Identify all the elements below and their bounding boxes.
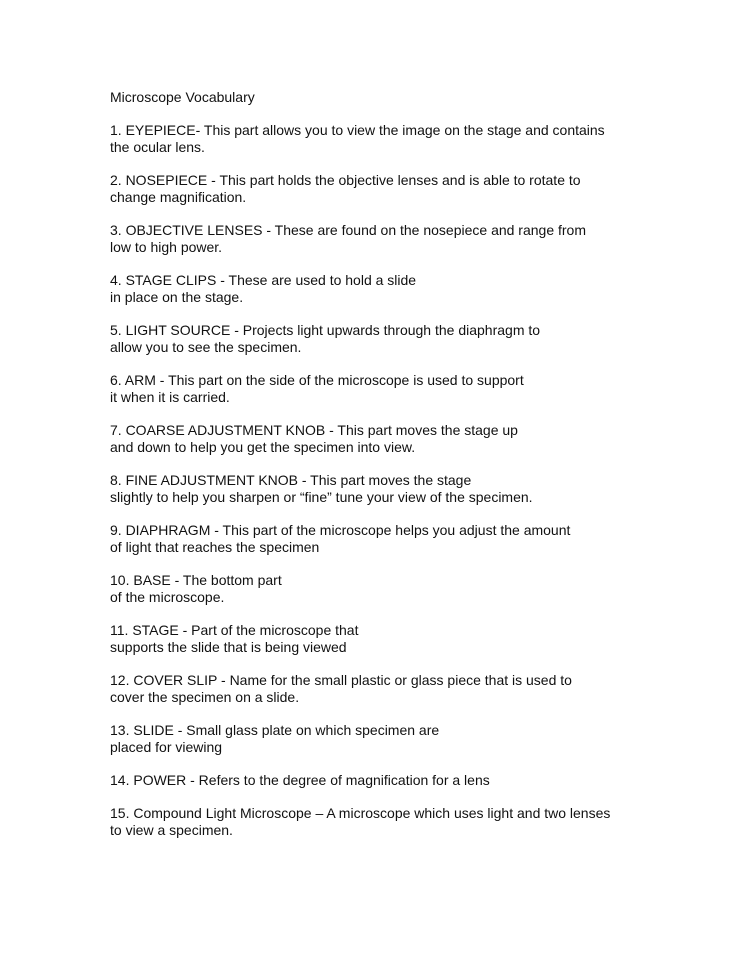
vocabulary-entry-line: placed for viewing <box>110 739 223 755</box>
vocabulary-entry-line: 7. COARSE ADJUSTMENT KNOB - This part moves the stage up <box>110 422 518 438</box>
vocabulary-entry <box>110 322 689 356</box>
vocabulary-entry-line: 8. FINE ADJUSTMENT KNOB - This part moves the stage <box>110 472 472 488</box>
vocabulary-entry-line: 14. POWER - Refers to the degree of magnification for a lens <box>110 772 490 788</box>
vocabulary-entry-line: cover the specimen on a slide. <box>110 689 300 705</box>
vocabulary-entry-line: 13. SLIDE - Small glass plate on which specimen are <box>110 722 440 738</box>
vocabulary-entry <box>110 472 689 506</box>
vocabulary-entry-line: 3. OBJECTIVE LENSES - These are found on the nosepiece and range from <box>110 222 587 238</box>
vocabulary-entry-line: in place on the stage. <box>110 289 244 305</box>
vocabulary-entry <box>110 522 689 556</box>
vocabulary-entry-line: of light that reaches the specimen <box>110 539 320 555</box>
vocabulary-entry-line: change magnification. <box>110 189 247 205</box>
vocabulary-entry <box>110 222 689 256</box>
vocabulary-entry <box>110 722 689 756</box>
vocabulary-entry <box>110 372 689 406</box>
vocabulary-entry <box>110 272 689 306</box>
vocabulary-entry-line: 9. DIAPHRAGM - This part of the microscope helps you adjust the amount <box>110 522 571 538</box>
vocabulary-entry-line: the ocular lens. <box>110 139 205 155</box>
vocabulary-entry-line: 6. ARM - This part on the side of the microscope is used to support <box>110 372 524 388</box>
vocabulary-entry-line: 12. COVER SLIP - Name for the small plastic or glass piece that is used to <box>110 672 572 688</box>
vocabulary-entry <box>110 422 689 456</box>
vocabulary-entry-line: 4. STAGE CLIPS - These are used to hold a slide <box>110 272 417 288</box>
vocabulary-entry-line: to view a specimen. <box>110 822 233 838</box>
vocabulary-entry-line: 5. LIGHT SOURCE - Projects light upwards through the diaphragm to <box>110 322 541 338</box>
vocabulary-entry-line: it when it is carried. <box>110 389 230 405</box>
vocabulary-entry-line: 15. Compound Light Microscope – A microscope which uses light and two lenses <box>110 805 611 821</box>
vocabulary-entry-line: and down to help you get the specimen into view. <box>110 439 416 455</box>
vocabulary-entry-line: low to high power. <box>110 239 223 255</box>
vocabulary-list <box>110 122 689 839</box>
vocabulary-entry <box>110 772 689 789</box>
vocabulary-entry-line: of the microscope. <box>110 589 225 605</box>
vocabulary-entry-line: supports the slide that is being viewed <box>110 639 347 655</box>
vocabulary-entry <box>110 622 689 656</box>
vocabulary-entry <box>110 172 689 206</box>
vocabulary-entry-line: 11. STAGE - Part of the microscope that <box>110 622 359 638</box>
vocabulary-entry <box>110 122 689 156</box>
vocabulary-entry <box>110 805 689 839</box>
vocabulary-entry <box>110 672 689 706</box>
vocabulary-entry-line: allow you to see the specimen. <box>110 339 302 355</box>
vocabulary-entry-line: 10. BASE - The bottom part <box>110 572 282 588</box>
document-title: Microscope Vocabulary <box>110 89 255 105</box>
vocabulary-entry <box>110 572 689 606</box>
vocabulary-entry-line: 2. NOSEPIECE - This part holds the objective lenses and is able to rotate to <box>110 172 581 188</box>
vocabulary-entry-line: slightly to help you sharpen or “fine” tune your view of the specimen. <box>110 489 533 505</box>
vocabulary-entry-line: 1. EYEPIECE- This part allows you to view the image on the stage and contains <box>110 122 605 138</box>
